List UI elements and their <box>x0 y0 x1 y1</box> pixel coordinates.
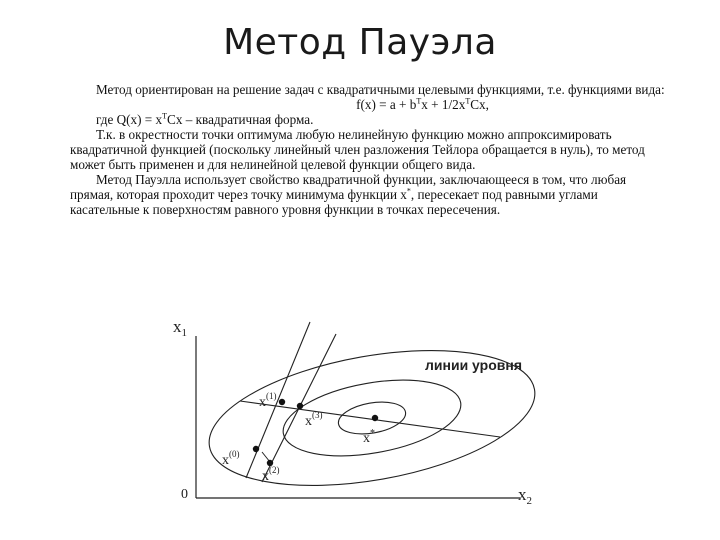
point-x3-label: $x^{(3)}$ <box>305 410 323 429</box>
point-x0-dot <box>253 446 259 452</box>
point-x3-dot <box>297 403 303 409</box>
level-lines-label: линии уровня <box>425 357 522 373</box>
point-xstar-dot <box>372 415 378 421</box>
formula-quadratic: $f(x) = a + b^Tx + 1/2x^TCx$, <box>356 96 489 112</box>
point-x2-label: $x^{(2)}$ <box>262 465 280 484</box>
point-x1-dot <box>279 399 285 405</box>
direction-line-left <box>246 322 310 478</box>
point-x1-label: $x^{(1)}$ <box>259 391 277 410</box>
paragraph-intro: Метод ориентирован на решение задач с квадратичными целевыми функциями, т.е. функциями вида: <box>96 82 665 97</box>
paragraph-quadratic-form: где $Q(x) = x^TCx$ – квадратичная форма. <box>96 111 314 127</box>
paragraph-taylor: Т.к. в окрестности точки оптимума любую нелинейную функцию можно аппроксимировать квадратичной функцией (поскольку линейный член разложения Тейлора обращается в нуль), то метод может быть применен и для нелинейной целевой функции общего вида. <box>70 127 645 172</box>
origin-label: 0 <box>181 487 188 502</box>
slide-title: Метод Пауэла <box>223 22 497 63</box>
point-x0-label: $x^{(0)}$ <box>222 449 240 468</box>
point-xstar-label: x* <box>363 428 375 446</box>
paragraph-powell-property: Метод Пауэлла использует свойство квадратичной функции, заключающееся в том, что любая прямая, которая проходит через точку минимума функции x*, пересекает под равными углами касательные к поверхностям равного уровня функции в точках пересечения. <box>70 172 627 217</box>
axis-y-label: $x_1$ <box>173 317 187 339</box>
axis-x-label: $x_2$ <box>518 485 532 507</box>
